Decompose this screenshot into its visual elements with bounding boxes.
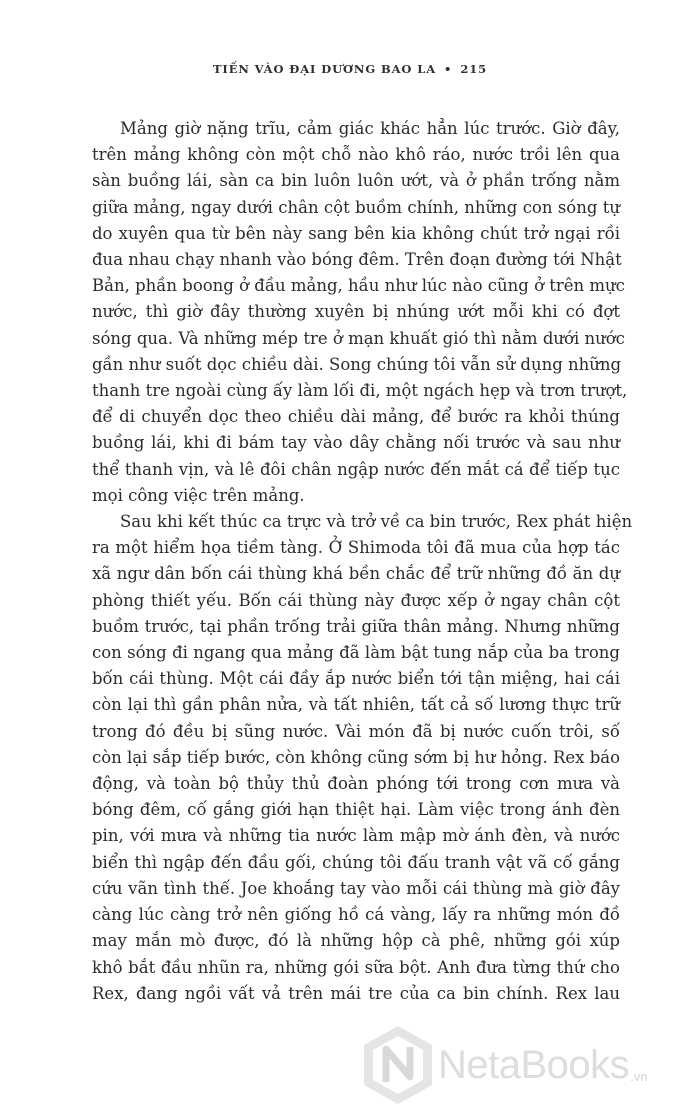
paragraph-1 — [92, 116, 628, 509]
text-line: buồng lái, khi đi bám tay vào dây chằng nối trước và sau như — [92, 433, 620, 453]
netabooks-logo-icon — [360, 1022, 436, 1108]
text-line: buồm trước, tại phần trống trải giữa thân mảng. Nhưng những — [92, 616, 620, 636]
text-line: thanh tre ngoài cùng ấy làm lối đi, một ngách hẹp và trơn trượt, — [92, 381, 628, 401]
text-line: gần như suốt dọc chiều dài. Song chúng tôi vẫn sử dụng những — [92, 354, 622, 374]
running-title: TIẾN VÀO ĐẠI DƯƠNG BAO LA — [212, 62, 437, 76]
text-line: đua nhau chạy nhanh vào bóng đêm. Trên đoạn đường tới Nhật — [92, 250, 622, 270]
text-line: phòng thiết yếu. Bốn cái thùng này được xếp ở ngay chân cột — [92, 590, 620, 610]
text-line: pin, với mưa và những tia nước làm mập mờ ánh đèn, và nước — [92, 826, 620, 846]
text-line: con sóng đi ngang qua mảng đã làm bật tung nắp của ba trong — [92, 643, 620, 663]
text-line: khô bắt đầu nhũn ra, những gói sữa bột. Anh đưa từng thứ cho — [92, 957, 620, 977]
text-line: Rex, đang ngồi vất vả trên mái tre của ca bin chính. Rex lau — [92, 983, 620, 1003]
text-line: bóng đêm, cố gắng giới hạn thiệt hại. Làm việc trong ánh đèn — [92, 800, 620, 820]
text-line: xã ngư dân bốn cái thùng khá bền chắc để trữ những đồ ăn dự — [92, 564, 620, 584]
text-line: động, và toàn bộ thủy thủ đoàn phóng tới trong cơn mưa và — [92, 774, 620, 794]
text-line: may mắn mò được, đó là những hộp cà phê, những gói xúp — [92, 931, 620, 951]
text-line: Sau khi kết thúc ca trực và trở về ca bin trước, Rex phát hiện — [120, 512, 633, 532]
text-line: nước, thì giờ đây thường xuyên bị nhúng ướt mỗi khi có đợt — [92, 302, 620, 322]
text-line: biển thì ngập đến đầu gối, chúng tôi đấu tranh vật vã cố gắng — [92, 852, 620, 872]
text-line: càng lúc càng trở nên giống hồ cá vàng, lấy ra những món đồ — [92, 905, 620, 925]
text-line: trong đó đều bị sũng nước. Vài món đã bị nước cuốn trôi, số — [92, 721, 620, 741]
text-line: trên mảng không còn một chỗ nào khô ráo, nước trồi lên qua — [92, 145, 620, 165]
text-line: thể thanh vịn, và lê đôi chân ngập nước đến mắt cá để tiếp tục — [92, 459, 620, 479]
text-line: để di chuyển dọc theo chiều dài mảng, để bước ra khỏi thúng — [92, 407, 620, 427]
text-line: cứu vãn tình thế. Joe khoắng tay vào mỗi cái thùng mà giờ đây — [92, 878, 620, 898]
watermark — [360, 1022, 690, 1108]
text-line: sóng qua. Và những mép tre ở mạn khuất gió thì nằm dưới nước — [92, 328, 625, 348]
text-line: Bản, phần boong ở đầu mảng, hầu như lúc nào cũng ở trên mực — [92, 276, 625, 296]
paragraph-2 — [92, 509, 633, 1007]
header-separator: • — [444, 62, 453, 76]
running-header — [0, 62, 700, 76]
text-line: sàn buồng lái, sàn ca bin luôn luôn ướt, và ở phần trống nằm — [92, 171, 620, 191]
page-number: 215 — [460, 62, 488, 76]
text-line: do xuyên qua từ bên này sang bên kia không chút trở ngại rồi — [92, 223, 620, 243]
text-line: mọi công việc trên mảng. — [92, 485, 305, 505]
text-line: còn lại thì gần phân nửa, và tất nhiên, tất cả số lương thực trữ — [92, 695, 620, 715]
text-line: còn lại sắp tiếp bước, còn không cũng sớm bị hư hỏng. Rex báo — [92, 747, 621, 767]
text-line: giữa mảng, ngay dưới chân cột buồm chính, những con sóng tự — [92, 197, 620, 217]
text-line: Mảng giờ nặng trĩu, cảm giác khác hẳn lúc trước. Giờ đây, — [120, 119, 620, 138]
watermark-brand: NetaBooks — [438, 1042, 630, 1087]
text-line: bốn cái thùng. Một cái đầy ắp nước biển tới tận miệng, hai cái — [92, 669, 620, 689]
text-line: ra một hiểm họa tiềm tàng. Ở Shimoda tôi đã mua của hợp tác — [92, 538, 620, 558]
page-body — [92, 116, 633, 1007]
watermark-suffix: .vn — [630, 1069, 648, 1084]
